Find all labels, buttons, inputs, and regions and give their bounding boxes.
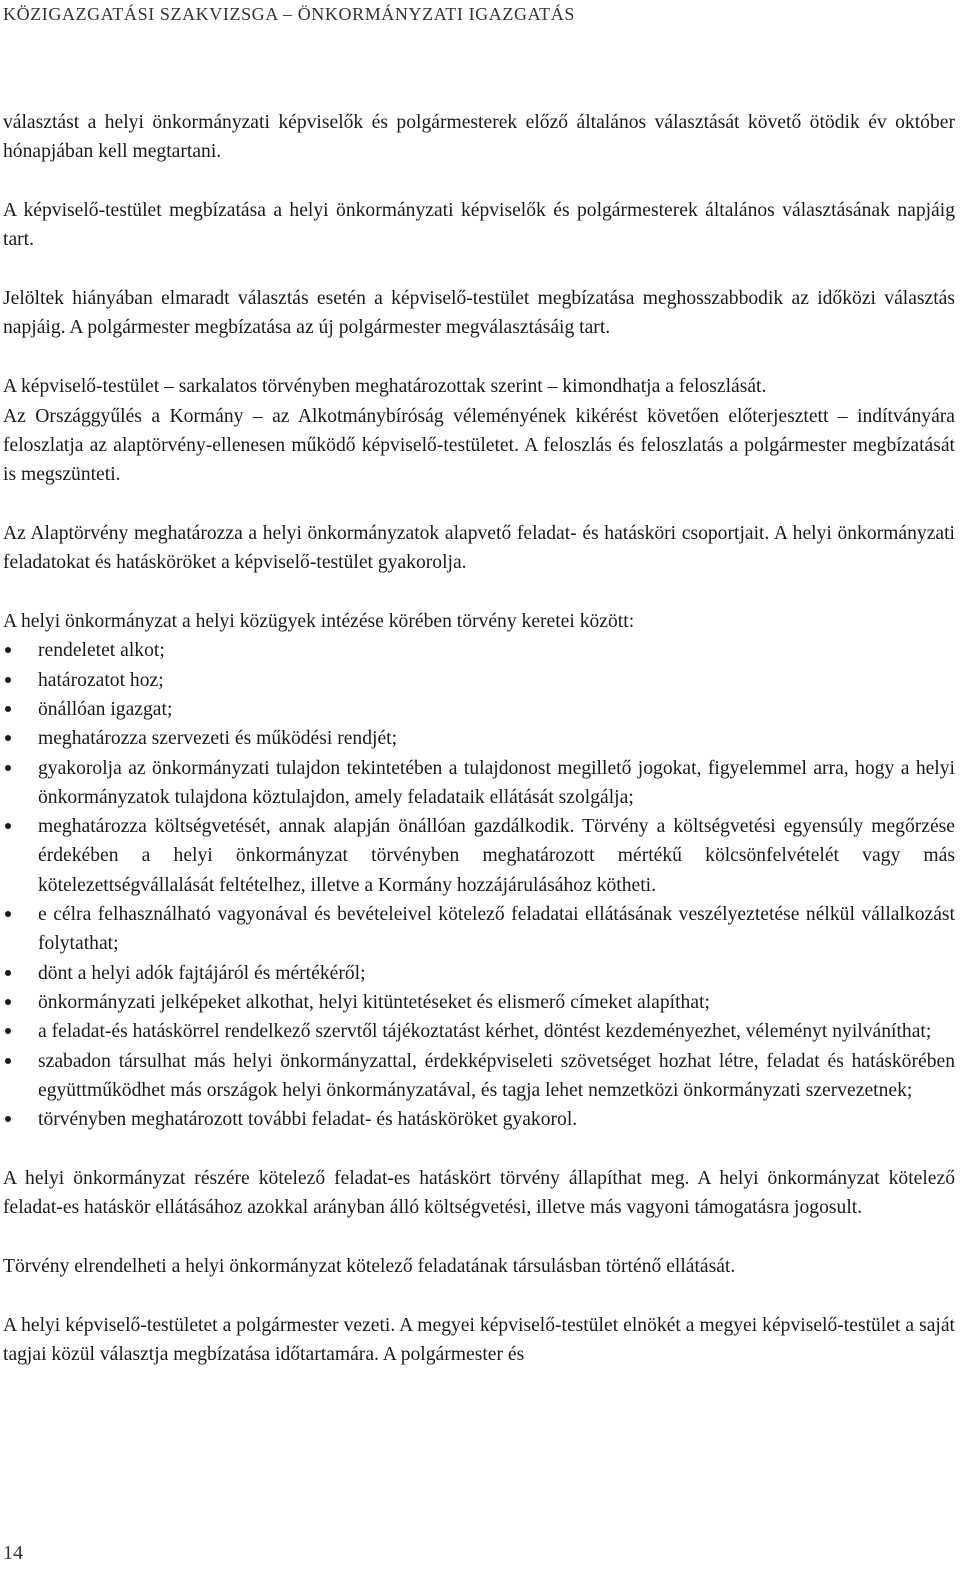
list-item (3, 754, 955, 813)
paragraph-leadership: A helyi képviselő-testületet a polgármester vezeti. A megyei képviselő-testület elnökét a megyei képviselő-testület a saját tagjai közül választja megbízatása időtartamára. A polgármester és (3, 1314, 955, 1366)
bullet-icon (5, 999, 11, 1005)
paragraph-list-intro: A helyi önkormányzat a helyi közügyek intézése körében törvény keretei között: (3, 611, 635, 633)
paragraph-association: Törvény elrendelheti a helyi önkormányzat kötelező feladatának társulásban történő ellátását. (3, 1256, 736, 1277)
list-item (3, 988, 955, 1017)
list-item-text: a feladat-és hatáskörrel rendelkező szervtől tájékoztatást kérhet, döntést kezdeményezhet, véleményt nyilváníthat; (38, 1021, 932, 1043)
paragraph-mandatory-tasks: A helyi önkormányzat részére kötelező feladat-es hatáskört törvény állapíthat meg. A helyi önkormányzat kötelező feladat-es hatáskör ellátásához azokkal arányban álló költségvetési, illetve más vagyoni támogatásra jogosult. (3, 1167, 955, 1219)
paragraph-missing-candidates: Jelöltek hiányában elmaradt választás esetén a képviselő-testület megbízatása meghosszabbodik az időközi választás napjáig. A polgármester megbízatása az új polgármester megválasztásáig tart. (3, 288, 955, 339)
bullet-icon (5, 1058, 11, 1064)
paragraph-parliament-dissolution: Az Országgyűlés a Kormány – az Alkotmánybíróság véleményének kikérést követően előterjesztett – indítványára feloszlatja az alaptörvény-ellenesen működő képviselő-testületet. A feloszlás és feloszlatás a polgármester megbízatását is megszünteti. (3, 405, 955, 486)
list-item (3, 695, 955, 724)
bullet-icon (5, 911, 11, 917)
competence-list (3, 636, 955, 1134)
list-item (3, 1105, 955, 1134)
list-item-text: gyakorolja az önkormányzati tulajdon tekintetében a tulajdonost megillető jogokat, figyelemmel arra, hogy a helyi önkormányzatok tulajdona köztulajdon, amely feladataik ellátását szolgálja; (38, 757, 955, 808)
paragraph-mandate-duration: A képviselő-testület megbízatása a helyi önkormányzati képviselők és polgármesterek általános választásának napjáig tart. (3, 200, 955, 251)
paragraph-dissolution: A képviselő-testület – sarkalatos törvényben meghatározottak szerint – kimondhatja a feloszlását. (3, 376, 767, 398)
page-number: 14 (3, 1542, 23, 1564)
page-body (3, 108, 955, 1399)
bullet-icon (5, 970, 11, 976)
list-item (3, 1047, 955, 1106)
list-item-text: meghatározza szervezeti és működési rendjét; (38, 728, 398, 750)
list-item-text: rendeletet alkot; (38, 640, 165, 662)
list-item (3, 812, 955, 900)
list-item-text: szabadon társulhat más helyi önkormányzattal, érdekképviseleti szövetséget hozhat létre, feladat és hatáskörében együttműködhet más országok helyi önkormányzatával, és tagja lehet nemzetközi önkormányzati szervezetnek; (38, 1050, 955, 1101)
bullet-icon (5, 647, 11, 653)
list-item-text: meghatározza költségvetését, annak alapján önállóan gazdálkodik. Törvény a költségvetési egyensúly megőrzése érdekében a helyi önkormányzat törvényben meghatározott mértékű kölcsönfelvételét vagy más kötelezettségvállalását feltételhez, illetve a Kormány hozzájárulásához kötheti. (38, 816, 955, 896)
list-item-text: határozatot hoz; (38, 669, 164, 691)
bullet-icon (5, 735, 11, 741)
bullet-icon (5, 1116, 11, 1122)
running-header: KÖZIGAZGATÁSI SZAKVIZSGA – ÖNKORMÁNYZATI IGAZGATÁS (3, 4, 575, 24)
list-item-text: önállóan igazgat; (38, 698, 173, 720)
list-item-text: dönt a helyi adók fajtájáról és mértékéről; (38, 962, 366, 984)
bullet-icon (5, 1028, 11, 1034)
list-item (3, 900, 955, 959)
bullet-icon (5, 765, 11, 771)
bullet-icon (5, 677, 11, 683)
paragraph-election-date: választást a helyi önkormányzati képviselők és polgármesterek előző általános választását követő ötödik év október hónapjában kell megtartani. (3, 112, 955, 163)
list-item-text: törvényben meghatározott további feladat- és hatásköröket gyakorol. (38, 1109, 578, 1131)
list-item-text: önkormányzati jelképeket alkothat, helyi kitüntetéseket és elismerő címeket alapíthat; (38, 991, 710, 1013)
list-item (3, 666, 955, 695)
bullet-icon (5, 706, 11, 712)
list-item-text: e célra felhasználható vagyonával és bevételeivel kötelező feladatai ellátásának veszélyeztetése nélkül vállalkozást folytathat; (38, 904, 955, 955)
list-item (3, 1017, 955, 1046)
list-item (3, 724, 955, 753)
list-item (3, 959, 955, 988)
bullet-icon (5, 823, 11, 829)
list-item (3, 636, 955, 665)
paragraph-fundamental-law: Az Alaptörvény meghatározza a helyi önkormányzatok alapvető feladat- és hatásköri csoportjait. A helyi önkormányzati feladatokat és hatásköröket a képviselő-testület gyakorolja. (3, 522, 955, 574)
